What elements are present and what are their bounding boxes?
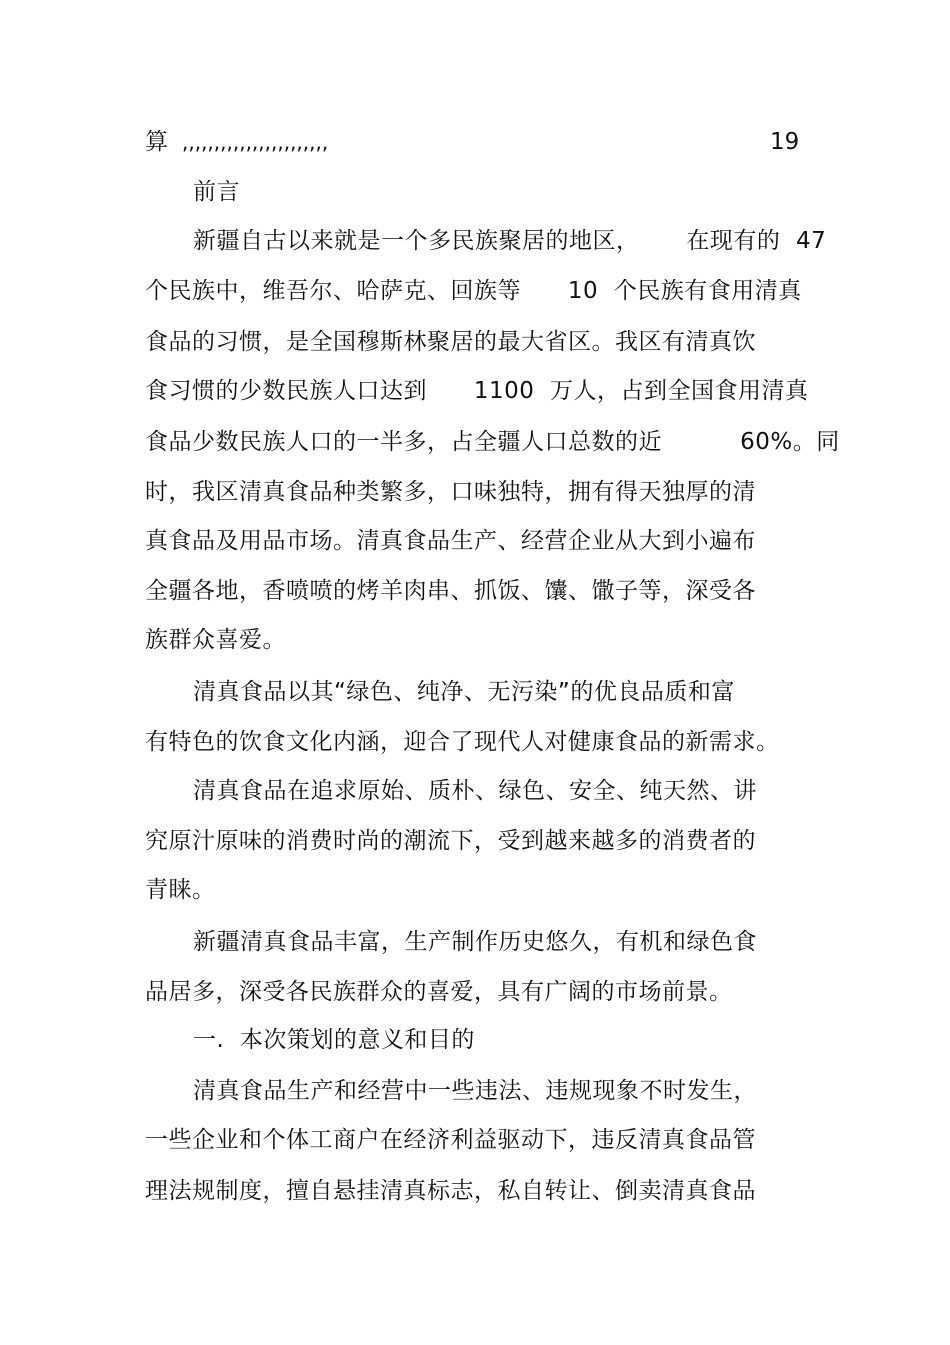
- paragraph-line: 食品少数民族人口的一半多，占全疆人口总数的近 60%。同: [145, 429, 840, 455]
- paragraph-line: 清真食品生产和经营中一些违法、违规现象不时发生，: [193, 1078, 757, 1104]
- section-heading: 一. 本次策划的意义和目的: [193, 1027, 475, 1053]
- paragraph-line: 真食品及用品市场。清真食品生产、经营企业从大到小遍布: [145, 528, 756, 554]
- paragraph-line: 青睐。: [145, 877, 216, 903]
- paragraph-line: 清真食品在追求原始、质朴、绿色、安全、纯天然、讲: [193, 778, 757, 804]
- toc-page-number: 19: [770, 129, 800, 155]
- paragraph-line: 有特色的饮食文化内涵，迎合了现代人对健康食品的新需求。: [145, 729, 780, 755]
- paragraph-line: 全疆各地，香喷喷的烤羊肉串、抓饭、馕、馓子等，深受各: [145, 578, 756, 604]
- paragraph-line: 食品的习惯，是全国穆斯林聚居的最大省区。我区有清真饮: [145, 329, 756, 355]
- toc-leader-dots: ,,,,,,,,,,,,,,,,,,,,,,,: [182, 130, 329, 154]
- preface-heading: 前言: [193, 179, 240, 205]
- paragraph-line: 品居多，深受各民族群众的喜爱，具有广阔的市场前景。: [145, 979, 733, 1005]
- paragraph-line: 清真食品以其“绿色、纯净、无污染”的优良品质和富: [193, 679, 735, 705]
- paragraph-line: 个民族中，维吾尔、哈萨克、回族等 10 个民族有食用清真: [145, 278, 802, 304]
- paragraph-line: 食习惯的少数民族人口达到 1100 万人，占到全国食用清真: [145, 378, 809, 404]
- paragraph-line: 新疆自古以来就是一个多民族聚居的地区， 在现有的 47: [193, 228, 827, 254]
- paragraph-line: 新疆清真食品丰富，生产制作历史悠久，有机和绿色食: [193, 929, 757, 955]
- paragraph-line: 族群众喜爱。: [145, 627, 286, 653]
- paragraph-line: 理法规制度，擅自悬挂清真标志，私自转让、倒卖清真食品: [145, 1178, 756, 1204]
- paragraph-line: 时，我区清真食品种类繁多，口味独特，拥有得天独厚的清: [145, 479, 756, 505]
- paragraph-line: 一些企业和个体工商户在经济利益驱动下，违反清真食品管: [145, 1127, 756, 1153]
- toc-entry-text: 算: [145, 129, 168, 155]
- paragraph-line: 究原汁原味的消费时尚的潮流下，受到越来越多的消费者的: [145, 828, 756, 854]
